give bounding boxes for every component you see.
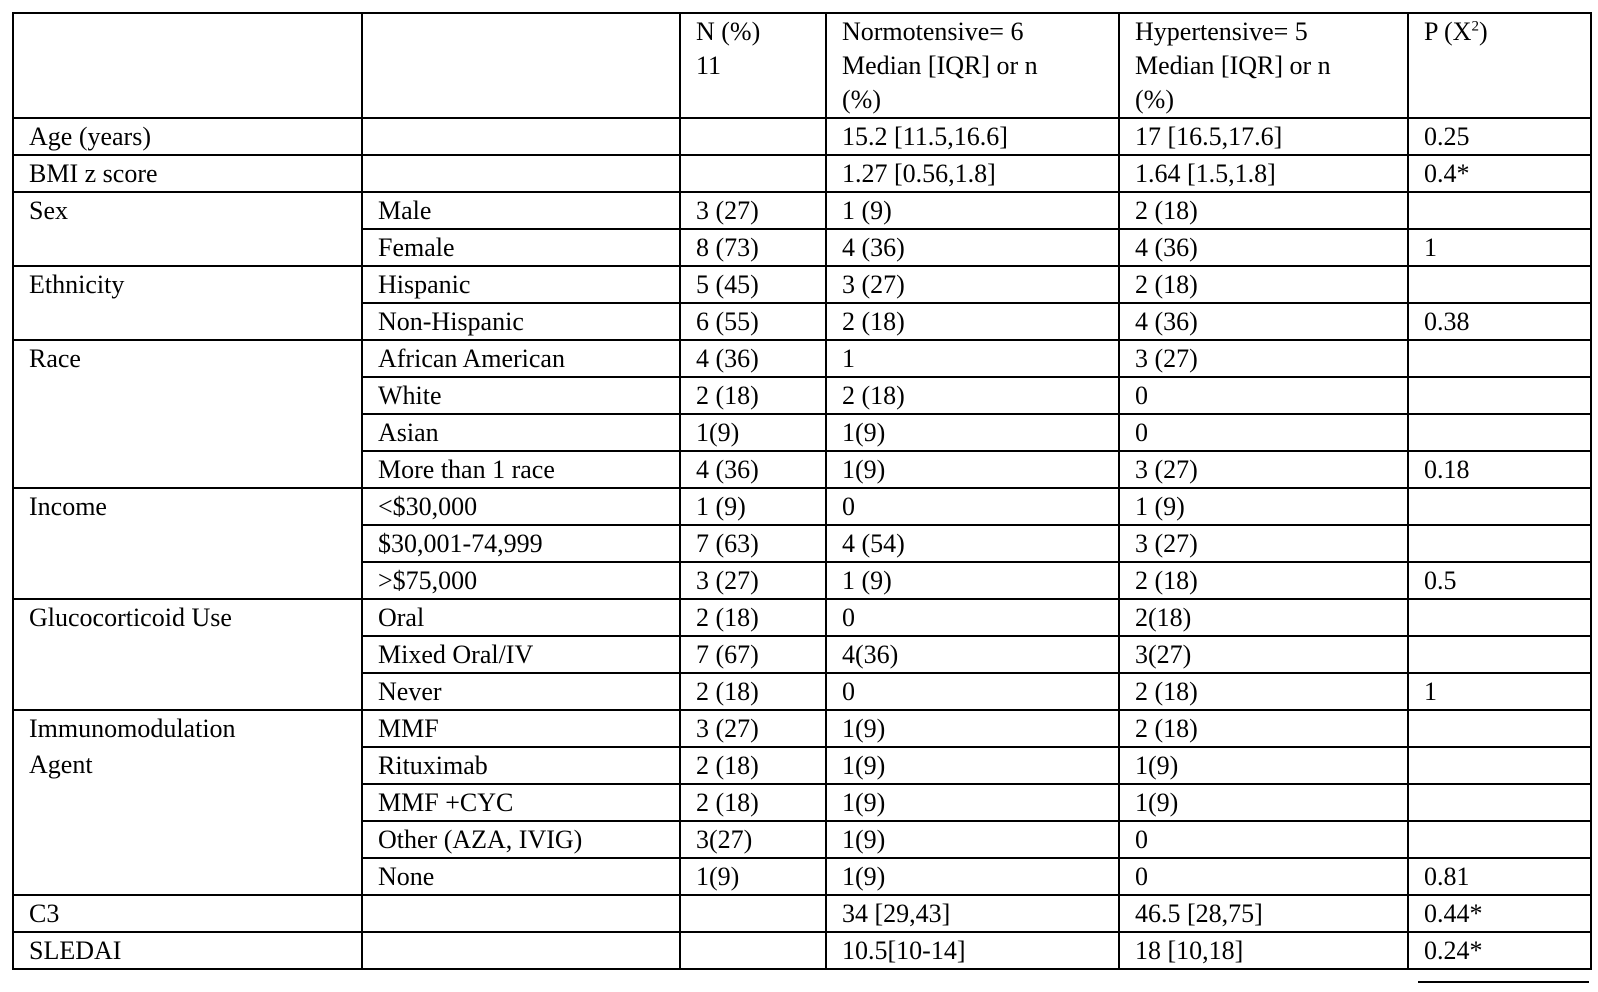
header-normotensive-line2: Median [IQR] or n: [842, 51, 1038, 80]
variable-cell: C3: [13, 895, 362, 932]
variable-cell: Income: [13, 488, 362, 525]
header-p-superscript: 2: [1471, 18, 1479, 35]
category-cell: Rituximab: [362, 747, 680, 784]
table-bottom-fragment-line: [1418, 981, 1589, 983]
p-value-cell: 0.24*: [1408, 932, 1591, 969]
normotensive-cell: 1: [826, 340, 1119, 377]
p-value-cell: [1408, 192, 1591, 229]
p-value-cell: 0.44*: [1408, 895, 1591, 932]
normotensive-cell: 10.5[10-14]: [826, 932, 1119, 969]
table-row: [13, 229, 1591, 266]
normotensive-cell: 1 (9): [826, 192, 1119, 229]
p-value-cell: [1408, 340, 1591, 377]
variable-cell: [13, 377, 362, 414]
table-row: [13, 673, 1591, 710]
table-row: [13, 747, 1591, 784]
p-value-cell: 0.18: [1408, 451, 1591, 488]
header-normotensive-line1: Normotensive= 6: [842, 17, 1024, 46]
variable-cell: [13, 858, 362, 895]
n-pct-cell: 3(27): [680, 821, 826, 858]
n-pct-cell: 1 (9): [680, 488, 826, 525]
hypertensive-cell: 2 (18): [1119, 266, 1408, 303]
variable-cell: [13, 636, 362, 673]
normotensive-cell: 1(9): [826, 821, 1119, 858]
header-n-pct-line2: 11: [696, 51, 722, 80]
n-pct-cell: 6 (55): [680, 303, 826, 340]
p-value-cell: 0.5: [1408, 562, 1591, 599]
table-row: [13, 784, 1591, 821]
variable-cell: [13, 525, 362, 562]
normotensive-cell: 1(9): [826, 784, 1119, 821]
category-cell: African American: [362, 340, 680, 377]
p-value-cell: 0.4*: [1408, 155, 1591, 192]
category-cell: $30,001-74,999: [362, 525, 680, 562]
p-value-cell: [1408, 784, 1591, 821]
n-pct-cell: 1(9): [680, 858, 826, 895]
category-cell: Hispanic: [362, 266, 680, 303]
n-pct-cell: [680, 932, 826, 969]
normotensive-cell: 2 (18): [826, 377, 1119, 414]
normotensive-cell: 34 [29,43]: [826, 895, 1119, 932]
variable-cell: Sex: [13, 192, 362, 229]
table-row: [13, 932, 1591, 969]
n-pct-cell: 2 (18): [680, 599, 826, 636]
n-pct-cell: 7 (63): [680, 525, 826, 562]
category-cell: [362, 895, 680, 932]
p-value-cell: [1408, 266, 1591, 303]
n-pct-cell: 4 (36): [680, 340, 826, 377]
table-row: [13, 118, 1591, 155]
n-pct-cell: [680, 155, 826, 192]
n-pct-cell: 3 (27): [680, 562, 826, 599]
n-pct-cell: 8 (73): [680, 229, 826, 266]
normotensive-cell: 1 (9): [826, 562, 1119, 599]
category-cell: Oral: [362, 599, 680, 636]
n-pct-cell: [680, 895, 826, 932]
normotensive-cell: 4 (54): [826, 525, 1119, 562]
normotensive-cell: 1.27 [0.56,1.8]: [826, 155, 1119, 192]
table-row: [13, 155, 1591, 192]
header-hypertensive: [1119, 13, 1408, 118]
p-value-cell: [1408, 636, 1591, 673]
normotensive-cell: 3 (27): [826, 266, 1119, 303]
hypertensive-cell: 46.5 [28,75]: [1119, 895, 1408, 932]
hypertensive-cell: 2 (18): [1119, 562, 1408, 599]
table-row: [13, 488, 1591, 525]
table-row: [13, 303, 1591, 340]
table-row: [13, 451, 1591, 488]
category-cell: Male: [362, 192, 680, 229]
category-cell: More than 1 race: [362, 451, 680, 488]
variable-cell: SLEDAI: [13, 932, 362, 969]
variable-cell: BMI z score: [13, 155, 362, 192]
hypertensive-cell: 3(27): [1119, 636, 1408, 673]
n-pct-cell: 5 (45): [680, 266, 826, 303]
table-row: [13, 192, 1591, 229]
n-pct-cell: 3 (27): [680, 710, 826, 747]
p-value-cell: [1408, 710, 1591, 747]
category-cell: None: [362, 858, 680, 895]
hypertensive-cell: 0: [1119, 414, 1408, 451]
normotensive-cell: 0: [826, 488, 1119, 525]
header-row: [13, 13, 1591, 118]
variable-cell: Ethnicity: [13, 266, 362, 303]
header-n-pct: [680, 13, 826, 118]
header-hypertensive-line2: Median [IQR] or n: [1135, 51, 1331, 80]
table-row: [13, 895, 1591, 932]
hypertensive-cell: 0: [1119, 377, 1408, 414]
normotensive-cell: 4(36): [826, 636, 1119, 673]
hypertensive-cell: 4 (36): [1119, 229, 1408, 266]
category-cell: >$75,000: [362, 562, 680, 599]
variable-cell: [13, 451, 362, 488]
hypertensive-cell: 1(9): [1119, 784, 1408, 821]
variable-cell: [13, 821, 362, 858]
category-cell: MMF +CYC: [362, 784, 680, 821]
category-cell: [362, 118, 680, 155]
table-row: [13, 525, 1591, 562]
header-hypertensive-line3: (%): [1135, 85, 1174, 114]
p-value-cell: [1408, 525, 1591, 562]
p-value-cell: [1408, 747, 1591, 784]
hypertensive-cell: 1(9): [1119, 747, 1408, 784]
hypertensive-cell: 3 (27): [1119, 451, 1408, 488]
header-p-suffix: ): [1478, 17, 1488, 46]
p-value-cell: 1: [1408, 229, 1591, 266]
normotensive-cell: 1(9): [826, 747, 1119, 784]
n-pct-cell: 2 (18): [680, 377, 826, 414]
p-value-cell: [1408, 377, 1591, 414]
hypertensive-cell: 0: [1119, 821, 1408, 858]
header-variable-cell: [13, 13, 362, 118]
hypertensive-cell: 2 (18): [1119, 192, 1408, 229]
n-pct-cell: 2 (18): [680, 673, 826, 710]
p-value-cell: [1408, 488, 1591, 525]
n-pct-cell: 2 (18): [680, 784, 826, 821]
table-row: [13, 562, 1591, 599]
header-category-cell: [362, 13, 680, 118]
n-pct-cell: 3 (27): [680, 192, 826, 229]
normotensive-cell: 0: [826, 599, 1119, 636]
p-value-cell: 0.25: [1408, 118, 1591, 155]
n-pct-cell: 2 (18): [680, 747, 826, 784]
p-value-cell: 0.38: [1408, 303, 1591, 340]
category-cell: Asian: [362, 414, 680, 451]
p-value-cell: 0.81: [1408, 858, 1591, 895]
variable-cell: Agent: [13, 747, 362, 784]
hypertensive-cell: 1.64 [1.5,1.8]: [1119, 155, 1408, 192]
table-row: [13, 858, 1591, 895]
category-cell: <$30,000: [362, 488, 680, 525]
hypertensive-cell: 3 (27): [1119, 525, 1408, 562]
variable-cell: Glucocorticoid Use: [13, 599, 362, 636]
variable-cell: [13, 673, 362, 710]
header-p-prefix: P (X: [1424, 17, 1472, 46]
hypertensive-cell: 2(18): [1119, 599, 1408, 636]
variable-cell: [13, 562, 362, 599]
category-cell: Never: [362, 673, 680, 710]
table-row: [13, 266, 1591, 303]
hypertensive-cell: 1 (9): [1119, 488, 1408, 525]
hypertensive-cell: 2 (18): [1119, 673, 1408, 710]
p-value-cell: [1408, 821, 1591, 858]
normotensive-cell: 1(9): [826, 414, 1119, 451]
variable-cell: [13, 414, 362, 451]
category-cell: White: [362, 377, 680, 414]
table-row: [13, 636, 1591, 673]
table-row: [13, 821, 1591, 858]
n-pct-cell: 4 (36): [680, 451, 826, 488]
hypertensive-cell: 4 (36): [1119, 303, 1408, 340]
variable-cell: [13, 229, 362, 266]
demographics-table: [12, 12, 1592, 970]
category-cell: [362, 155, 680, 192]
table-row: [13, 710, 1591, 747]
category-cell: Non-Hispanic: [362, 303, 680, 340]
normotensive-cell: 1(9): [826, 710, 1119, 747]
hypertensive-cell: 0: [1119, 858, 1408, 895]
table-row: [13, 340, 1591, 377]
variable-cell: [13, 784, 362, 821]
variable-cell: Race: [13, 340, 362, 377]
normotensive-cell: 15.2 [11.5,16.6]: [826, 118, 1119, 155]
variable-cell: [13, 303, 362, 340]
category-cell: Mixed Oral/IV: [362, 636, 680, 673]
p-value-cell: [1408, 599, 1591, 636]
table-row: [13, 377, 1591, 414]
variable-cell: Immunomodulation: [13, 710, 362, 747]
n-pct-cell: 1(9): [680, 414, 826, 451]
hypertensive-cell: 17 [16.5,17.6]: [1119, 118, 1408, 155]
normotensive-cell: 0: [826, 673, 1119, 710]
normotensive-cell: 2 (18): [826, 303, 1119, 340]
category-cell: Other (AZA, IVIG): [362, 821, 680, 858]
n-pct-cell: 7 (67): [680, 636, 826, 673]
category-cell: Female: [362, 229, 680, 266]
category-cell: [362, 932, 680, 969]
p-value-cell: [1408, 414, 1591, 451]
header-n-pct-line1: N (%): [696, 17, 761, 46]
category-cell: MMF: [362, 710, 680, 747]
header-hypertensive-line1: Hypertensive= 5: [1135, 17, 1308, 46]
hypertensive-cell: 2 (18): [1119, 710, 1408, 747]
header-p-value: [1408, 13, 1591, 118]
header-normotensive: [826, 13, 1119, 118]
hypertensive-cell: 18 [10,18]: [1119, 932, 1408, 969]
hypertensive-cell: 3 (27): [1119, 340, 1408, 377]
normotensive-cell: 4 (36): [826, 229, 1119, 266]
table-row: [13, 599, 1591, 636]
header-normotensive-line3: (%): [842, 85, 881, 114]
normotensive-cell: 1(9): [826, 451, 1119, 488]
normotensive-cell: 1(9): [826, 858, 1119, 895]
variable-cell: Age (years): [13, 118, 362, 155]
table-row: [13, 414, 1591, 451]
p-value-cell: 1: [1408, 673, 1591, 710]
n-pct-cell: [680, 118, 826, 155]
